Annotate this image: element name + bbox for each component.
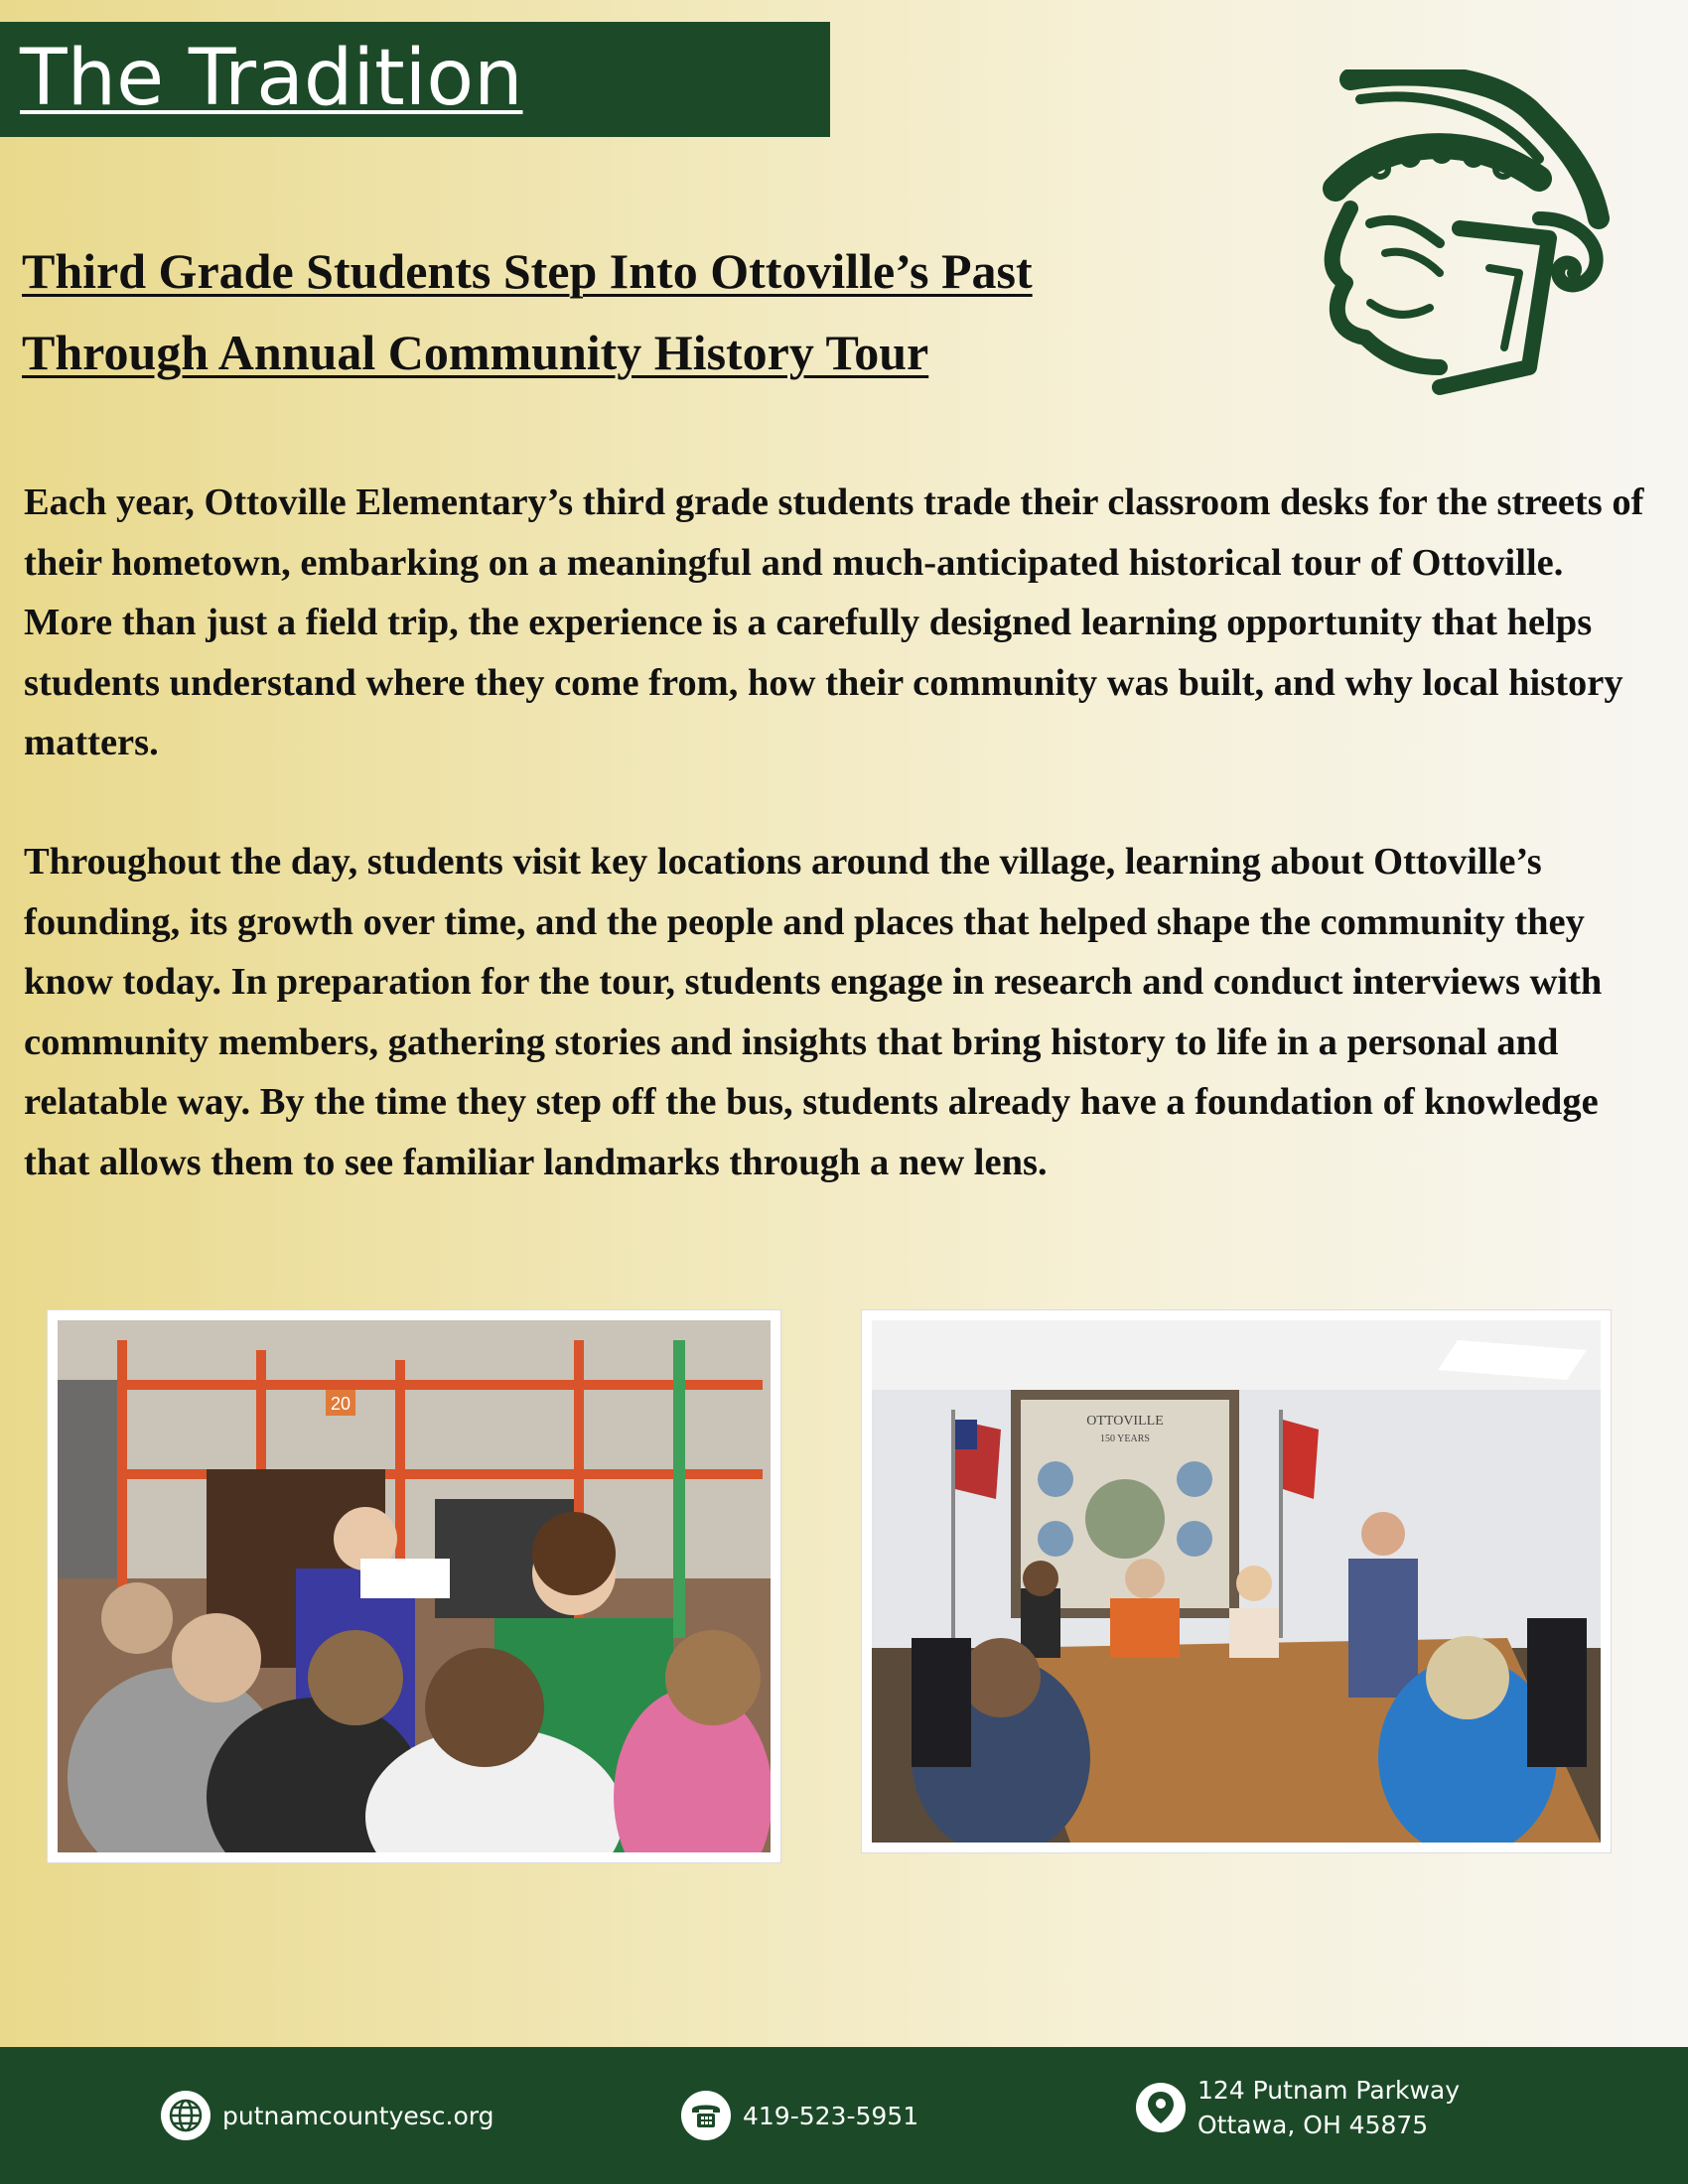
photo2-plaque-subtitle: 150 YEARS: [1100, 1433, 1150, 1444]
headline-line-1: Third Grade Students Step Into Ottoville’s Past: [22, 243, 1033, 299]
section-title: The Tradition: [20, 34, 523, 123]
footer-address[interactable]: [1136, 2073, 1460, 2142]
photo-village-council-room: [862, 1310, 1611, 1852]
headline-line-2: Through Annual Community History Tour: [22, 325, 929, 380]
section-banner: [0, 22, 830, 137]
address-line-2: Ottawa, OH 45875: [1197, 2111, 1429, 2139]
globe-icon: [161, 2091, 211, 2140]
spartan-logo-icon: [1291, 69, 1628, 407]
article-paragraph-2: Throughout the day, students visit key locations around the village, learning about Ottoville’s founding, its growth over time, and the people and places that helped shape the community they know today. In preparation for the tour, students engage in research and conduct interviews with community members, gathering stories and insights that bring history to life in a personal and relatable way. By the time they step off the bus, students already have a foundation of knowledge that allows them to see familiar landmarks through a new lens.: [24, 841, 1603, 1183]
phone-number[interactable]: 419-523-5951: [743, 2101, 919, 2130]
address-block: [1197, 2073, 1460, 2142]
phone-icon: [681, 2091, 731, 2140]
footer: [0, 2047, 1688, 2184]
photo-hardware-store-image: [58, 1320, 771, 1852]
footer-phone[interactable]: [681, 2091, 918, 2140]
photo-council-room-image: [872, 1320, 1601, 1843]
footer-website[interactable]: [161, 2091, 493, 2140]
photo1-sign-text: 20: [330, 1394, 352, 1414]
article-headline: [22, 230, 1263, 393]
location-pin-icon: [1136, 2083, 1186, 2132]
photo2-plaque-title: OTTOVILLE: [1086, 1414, 1164, 1429]
photo-hardware-store-visit: [48, 1310, 780, 1862]
article-paragraph-1: Each year, Ottoville Elementary’s third grade students trade their classroom desks for the streets of their hometown, embarking on a meaningful and much-anticipated historical tour of Ottoville. More than just a field trip, the experience is a carefully designed learning opportunity that helps students understand where they come from, how their community was built, and why local history matters.: [24, 481, 1644, 763]
address-line-1: 124 Putnam Parkway: [1197, 2076, 1461, 2105]
website-link[interactable]: putnamcountyesc.org: [222, 2101, 494, 2130]
